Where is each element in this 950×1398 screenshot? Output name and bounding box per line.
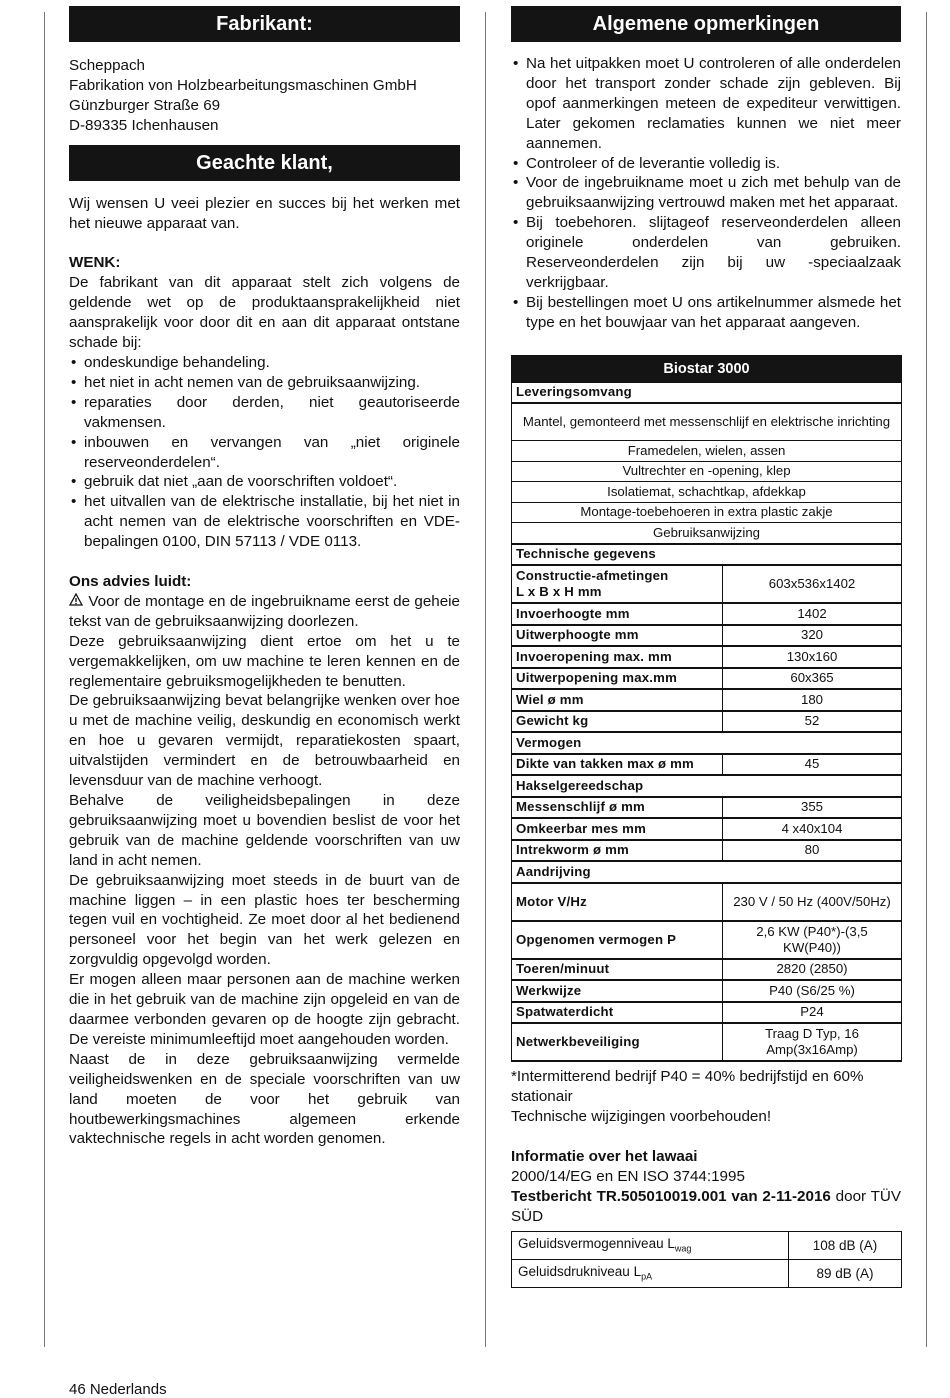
advice-title: Ons advies luidt:: [69, 573, 192, 591]
manufacturer-address: [69, 56, 460, 136]
list-item: • Voor de ingebruikname moet u zich met behulp van de gebruiksaanwijzing vertrouwd maken met het apparaat.: [511, 173, 901, 213]
dimensions-value: 603x536x1402: [723, 565, 902, 603]
right-column: [511, 6, 901, 1288]
intro-text: Wij wensen U veei plezier en succes bij het werken met het nieuwe apparaat van.: [69, 194, 460, 232]
delivery-item: Framedelen, wielen, assen: [512, 441, 902, 462]
address-line: Scheppach: [69, 57, 145, 74]
advice-paragraph: Behalve de veiligheidsbepalingen in deze gebruiksaanwijzing moet u bovendien beslist de voor het gebruik van de machine geldende voorschriften van uw land in acht nemen.: [69, 792, 460, 869]
spec-label: Uitwerpopening max.mm: [512, 668, 723, 690]
spec-value: 180: [723, 689, 902, 711]
spec-value: Traag D Typ, 16 Amp(3x16Amp): [723, 1023, 902, 1061]
spec-value: P40 (S6/25 %): [723, 980, 902, 1002]
spec-label: Werkwijze: [512, 980, 723, 1002]
spec-value: 4 x40x104: [723, 818, 902, 840]
dimensions-label-line1: Constructie-afmetingen: [516, 568, 669, 584]
warning-icon: [69, 592, 84, 612]
list-item: • Bij toebehoren. slijtageof reserveonderdelen alleen originele onderdelen van gebruiken. Reserveonderdelen zijn bij uw -speciaalzaak verkrijgbaar.: [511, 213, 901, 293]
drive-heading: Aandrijving: [512, 861, 902, 883]
center-column-rule: [485, 12, 486, 1347]
spec-table-title: Biostar 3000: [512, 355, 902, 382]
spec-label: Invoerhoogte mm: [512, 603, 723, 625]
advice-text: Voor de montage en de ingebruikname eerst de geheie tekst van de gebruiksaanwijzing doorlezen.: [69, 592, 460, 630]
spec-label: Wiel ø mm: [512, 689, 723, 711]
spec-label: Omkeerbar mes mm: [512, 818, 723, 840]
noise-value: 108 dB (A): [789, 1231, 902, 1259]
test-report-issuer: door TÜV SÜD: [511, 1187, 901, 1225]
advice-paragraph: Naast de in deze gebruiksaanwijzing vermelde veiligheidswenken en de speciale voorschriften van uw land moeten de voor het gebruik van houtbewerkingsmachines algemeen erkende vaktechnische regels in acht worden genomen.: [69, 1050, 460, 1148]
spec-label: Messenschlijf ø mm: [512, 797, 723, 819]
dimensions-label-line2: L x B x H mm: [516, 584, 602, 600]
notice-title: WENK:: [69, 254, 121, 272]
spec-label: Spatwaterdicht: [512, 1002, 723, 1024]
spec-label: Intrekworm ø mm: [512, 840, 723, 862]
customer-heading: Geachte klant,: [69, 145, 460, 181]
tech-heading: Technische gegevens: [512, 544, 902, 566]
spec-value: 2820 (2850): [723, 959, 902, 981]
list-item: • ondeskundige behandeling.: [69, 353, 460, 373]
delivery-item: Vultrechter en -opening, klep: [512, 461, 902, 482]
spec-value: P24: [723, 1002, 902, 1024]
list-item: • Na het uitpakken moet U controleren of alle onderdelen door het transport zonder schade zijn gebleven. Bij opof aanmerkingen meteen de expediteur verwittigen. Later gekomen reclamaties kunnen we niet meer aannemen.: [511, 54, 901, 154]
noise-value: 89 dB (A): [789, 1259, 902, 1287]
spec-value: 52: [723, 711, 902, 733]
general-list: [511, 54, 901, 333]
delivery-item: Mantel, gemonteerd met messenschlijf en elektrische inrichting: [512, 403, 902, 441]
list-item: • reparaties door derden, niet geautoriseerde vakmensen.: [69, 393, 460, 433]
list-item: • het niet in acht nemen van de gebruiksaanwijzing.: [69, 373, 460, 393]
spec-value: 230 V / 50 Hz (400V/50Hz): [723, 883, 902, 921]
delivery-item: Gebruiksanwijzing: [512, 523, 902, 544]
advice-paragraph: De gebruiksaanwijzing bevat belangrijke wenken over hoe u met de machine veilig, deskundig en economisch werkt en hoe u gevaren vermijdt, reparatiekosten spaart, uitvalstijden vermindert en de betrouwbaarheid en levensduur van de machine verhoogt.: [69, 692, 460, 790]
noise-label: [512, 1259, 789, 1287]
spec-value: 60x365: [723, 668, 902, 690]
spec-value: 80: [723, 840, 902, 862]
left-margin-rule: [44, 12, 45, 1347]
manufacturer-heading: Fabrikant:: [69, 6, 460, 42]
test-report-id: Testbericht TR.505010019.001 van 2-11-2016: [511, 1187, 831, 1205]
spec-value: 320: [723, 625, 902, 647]
spec-label: Opgenomen vermogen P: [512, 921, 723, 959]
reserved-note: Technische wijzigingen voorbehouden!: [511, 1108, 772, 1125]
right-margin-rule: [926, 12, 927, 1347]
left-column: [69, 6, 460, 1149]
list-item: • gebruik dat niet „aan de voorschriften voldoet“.: [69, 472, 460, 492]
address-line: Fabrikation von Holzbearbeitungsmaschinen GmbH: [69, 76, 417, 94]
noise-label-text: Geluidsvermogenniveau L: [518, 1236, 675, 1252]
delivery-heading: Leveringsomvang: [512, 382, 902, 403]
spec-value: 355: [723, 797, 902, 819]
list-item: • Controleer of de leverantie volledig is.: [511, 154, 901, 174]
general-heading: Algemene opmerkingen: [511, 6, 901, 42]
advice-paragraph: Er mogen alleen maar personen aan de machine werken die in het gebruik van de machine zijn opgeleid en van de daarmee verbonden gevaren op de hoogte zijn gebracht. De vereiste minimumleeftijd moet aangehouden worden.: [69, 971, 460, 1048]
spec-label: Uitwerphoogte mm: [512, 625, 723, 647]
spec-label: Invoeropening max. mm: [512, 646, 723, 668]
delivery-item: Montage-toebehoeren in extra plastic zakje: [512, 502, 902, 523]
delivery-item: Isolatiemat, schachtkap, afdekkap: [512, 482, 902, 503]
address-line: D-89335 Ichenhausen: [69, 116, 219, 134]
noise-label-text: Geluidsdrukniveau L: [518, 1264, 642, 1280]
noise-label-sub: pA: [641, 1271, 653, 1282]
notice-list: [69, 353, 460, 552]
page-footer: 46 Nederlands: [69, 1381, 167, 1398]
advice-paragraph: [69, 592, 460, 632]
spec-label: Dikte van takken max ø mm: [512, 754, 723, 776]
test-report: [511, 1187, 901, 1227]
spec-value: 130x160: [723, 646, 902, 668]
noise-title: Informatie over het lawaai: [511, 1147, 698, 1165]
noise-label-sub: wag: [674, 1243, 692, 1254]
capacity-heading: Vermogen: [512, 732, 902, 754]
spec-value: 1402: [723, 603, 902, 625]
noise-table: [511, 1231, 902, 1288]
noise-standard: 2000/14/EG en EN ISO 3744:1995: [511, 1167, 745, 1185]
spec-value: 2,6 KW (P40*)-(3,5 KW(P40)): [723, 921, 902, 959]
advice-paragraph: Deze gebruiksaanwijzing dient ertoe om het u te vergemakkelijken, om uw machine te leren kennen en de reglementaire gebruiksmogelijkheden te benutten.: [69, 632, 460, 690]
spec-value: 45: [723, 754, 902, 776]
spec-table: [511, 355, 902, 1063]
list-item: • inbouwen en vervangen van „niet originele reserveonderdelen“.: [69, 433, 460, 473]
dimensions-label: [512, 565, 723, 603]
spec-label: Toeren/minuut: [512, 959, 723, 981]
spec-label: Gewicht kg: [512, 711, 723, 733]
spec-label: Netwerkbeveiliging: [512, 1023, 723, 1061]
address-line: Günzburger Straße 69: [69, 96, 221, 114]
cutting-heading: Hakselgereedschap: [512, 775, 902, 797]
list-item: • het uitvallen van de elektrische installatie, bij het niet in acht nemen van de elektrische voorschriften en VDE-bepalingen 0100, DIN 57113 / VDE 0113.: [69, 492, 460, 552]
footnote: *Intermitterend bedrijf P40 = 40% bedrijfstijd en 60% stationair: [511, 1068, 864, 1106]
noise-label: [512, 1231, 789, 1259]
list-item: • Bij bestellingen moet U ons artikelnummer alsmede het type en het bouwjaar van het apparaat aangeven.: [511, 293, 901, 333]
spec-label: Motor V/Hz: [512, 883, 723, 921]
notice-text: De fabrikant van dit apparaat stelt zich volgens de geldende wet op de produktaansprakelijkheid niet aansprakelijk voor door dit en aan dit apparaat ontstane schade bij:: [69, 274, 460, 352]
advice-paragraph: De gebruiksaanwijzing moet steeds in de buurt van de machine liggen – in een plastic hoes ter bescherming tegen vuil en vochtigheid. Ze moet door al het bedienend personeel voor het begin van het werk gelezen en zorgvuldig opgevolgd worden.: [69, 871, 460, 969]
